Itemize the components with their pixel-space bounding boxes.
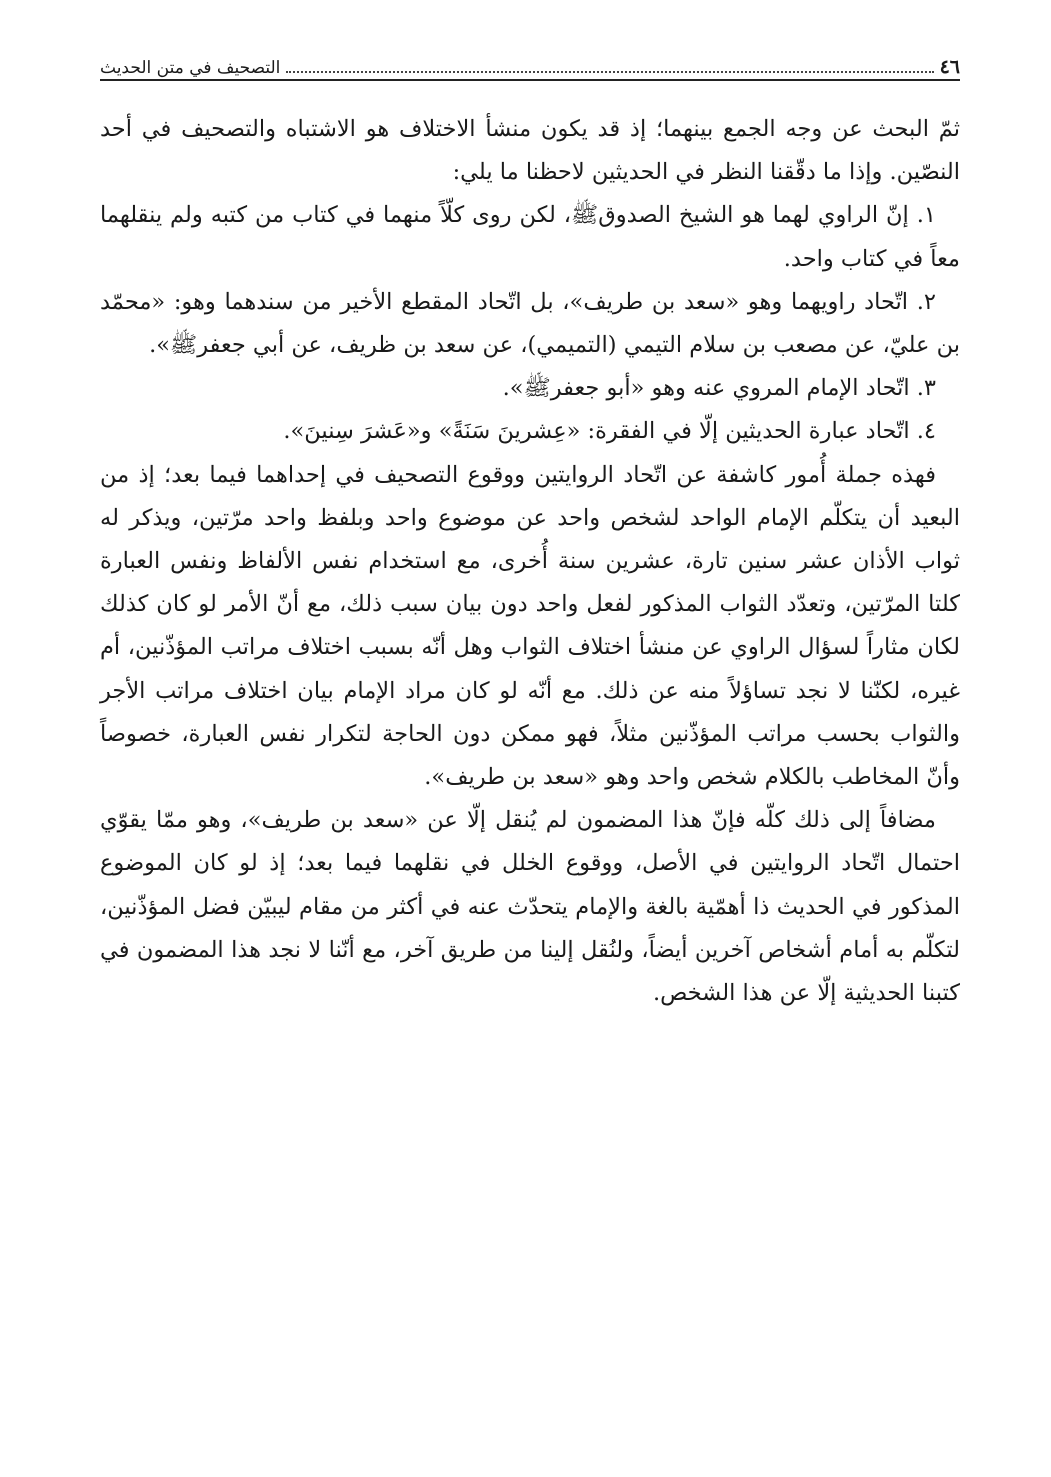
list-item: ١. إنّ الراوي لهما هو الشيخ الصدوقﷺ، لكن روى كلّاً منهما في كتاب من كتبه ولم ينقلهما معاً في كتاب واحد. [100,202,960,272]
dot-leader [286,71,933,73]
page-number: ٤٦ [939,56,960,78]
running-header [100,38,960,78]
header-rule [100,79,960,81]
paragraph: فهذه جملة أُمور كاشفة عن اتّحاد الروايتين ووقوع التصحيف في إحداهما فيما بعد؛ إذ من البعيد أن يتكلّم الإمام الواحد لشخص واحد عن موضوع واحد وبلفظ واحد مرّتين، ويذكر له ثواب الأذان عشر سنين تارة، عشرين سنة أُخرى، مع استخدام نفس الألفاظ ونفس العبارة كلتا المرّتين، وتعدّد الثواب المذكور لفعل واحد دون بيان سبب ذلك، مع أنّ الأمر لو كان كذلك لكان مثاراً لسؤال الراوي عن منشأ اختلاف الثواب وهل أنّه بسبب اختلاف مراتب المؤذّنين، أم غيره، لكنّنا لا نجد تساؤلاً منه عن ذلك. مع أنّه لو كان مراد الإمام بيان اختلاف مراتب الأجر والثواب بحسب مراتب المؤذّنين مثلاً، فهو ممكن دون الحاجة لتكرار نفس العبارة، خصوصاً وأنّ المخاطب بالكلام شخص واحد وهو «سعد بن طريف». [100,461,960,791]
paragraph: مضافاً إلى ذلك كلّه فإنّ هذا المضمون لم يُنقل إلّا عن «سعد بن طريف»، وهو ممّا يقوّي احتمال اتّحاد الروايتين في الأصل، ووقوع الخلل في نقلهما فيما بعد؛ إذ لو كان الموضوع المذكور في الحديث ذا أهمّية بالغة والإمام يتحدّث عنه في أكثر من مقام ليبيّن فضل المؤذّنين، لتكلّم به أمام أشخاص آخرين أيضاً، ولنُقل إلينا من طريق آخر، مع أنّنا لا نجد هذا المضمون في كتبنا الحديثية إلّا عن هذا الشخص. [100,807,960,1007]
paragraph: ثمّ البحث عن وجه الجمع بينهما؛ إذ قد يكون منشأ الاختلاف هو الاشتباه والتصحيف في أحد النصّين. وإذا ما دقّقنا النظر في الحديثين لاحظنا ما يلي: [100,116,960,186]
running-title: التصحيف في متن الحديث [100,58,281,78]
list-item: ٤. اتّحاد عبارة الحديثين إلّا في الفقرة: «عِشرينَ سَنَةً» و«عَشرَ سِنينَ». [283,418,936,445]
page-body [100,108,960,1015]
list-item: ٣. اتّحاد الإمام المروي عنه وهو «أبو جعفرﷺ». [502,375,936,402]
list-item: ٢. اتّحاد راويهما وهو «سعد بن طريف»، بل اتّحاد المقطع الأخير من سندهما وهو: «محمّد بن عليّ، عن مصعب بن سلام التيمي (التميمي)، عن سعد بن ظريف، عن أبي جعفرﷺ». [100,288,960,359]
